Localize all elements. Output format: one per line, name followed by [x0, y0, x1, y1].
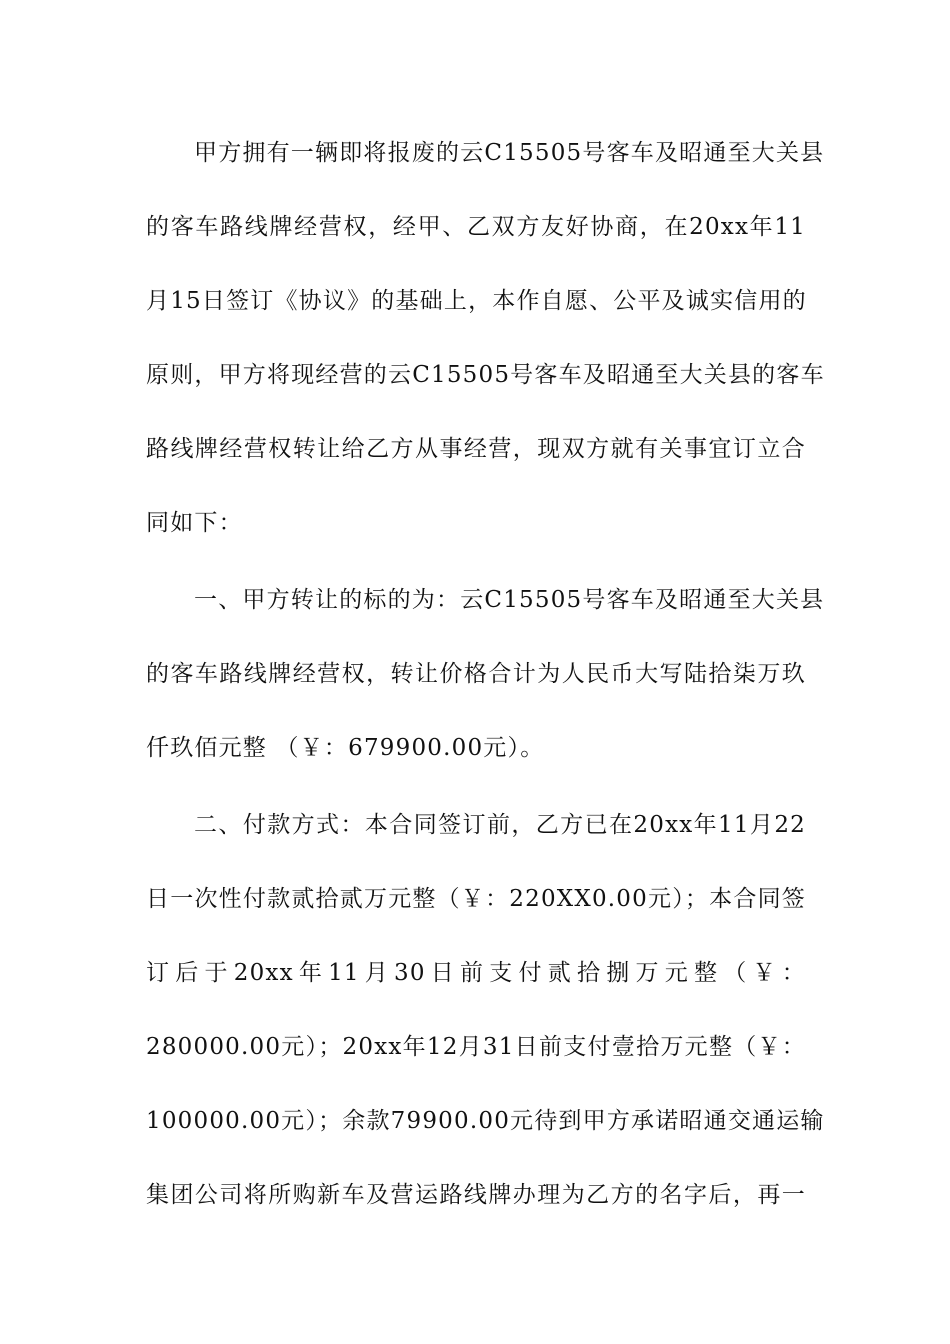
text-line: 集团公司将所购新车及营运路线牌办理为乙方的名字后，再一 — [146, 1182, 806, 1208]
text-line: 100000.00元）；余款79900.00元待到甲方承诺昭通交通运输 — [146, 1108, 825, 1134]
text-line: 的客车路线牌经营权，转让价格合计为人民币大写陆拾柒万玖 — [146, 661, 806, 687]
text-line: 二、付款方式：本合同签订前，乙方已在20xx年11月22 — [194, 812, 806, 838]
text-line: 一、甲方转让的标的为：云C15505号客车及昭通至大关县 — [194, 587, 825, 613]
text-line: 仟玖佰元整 （￥：679900.00元）。 — [146, 735, 545, 761]
text-line: 的客车路线牌经营权，经甲、乙双方友好协商，在20xx年11 — [146, 214, 806, 240]
text-line: 订后于20xx年11月30日前支付贰拾捌万元整（￥： — [146, 960, 806, 986]
text-line: 日一次性付款贰拾贰万元整（￥：220XX0.00元）；本合同签 — [146, 886, 806, 912]
text-line: 甲方拥有一辆即将报废的云C15505号客车及昭通至大关县 — [194, 140, 825, 166]
text-line: 280000.00元）；20xx年12月31日前支付壹拾万元整（￥： — [146, 1034, 806, 1060]
text-line: 月15日签订《协议》的基础上，本作自愿、公平及诚实信用的 — [146, 288, 807, 314]
text-line: 路线牌经营权转让给乙方从事经营，现双方就有关事宜订立合 — [146, 436, 806, 462]
text-line: 同如下： — [146, 510, 243, 536]
text-line: 原则，甲方将现经营的云C15505号客车及昭通至大关县的客车 — [146, 362, 825, 388]
